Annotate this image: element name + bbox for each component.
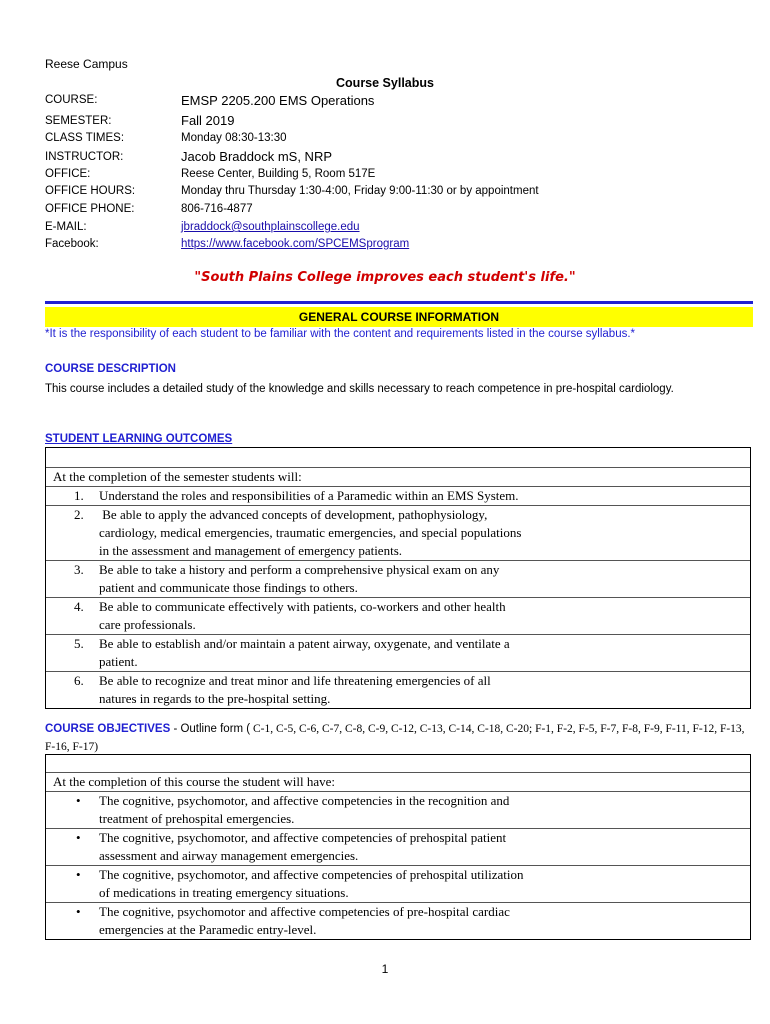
page-title: Course Syllabus	[336, 76, 434, 90]
email-label: E-MAIL:	[45, 221, 87, 233]
bullet-icon: •	[76, 793, 81, 808]
office-hours-label: OFFICE HOURS:	[45, 185, 136, 197]
outcome-item: 3. Be able to take a history and perform a comprehensive physical exam on any patient and communicate those findings to others.	[46, 560, 750, 597]
instructor-value: Jacob Braddock mS, NRP	[181, 149, 333, 164]
outcome-item: 1. Understand the roles and responsibilities of a Paramedic within an EMS System.	[46, 486, 750, 505]
outcome-item: 6. Be able to recognize and treat minor and life threatening emergencies of all natures in regards to the pre-hospital setting.	[46, 671, 750, 708]
campus-name: Reese Campus	[45, 57, 128, 71]
learning-outcomes-table	[45, 447, 751, 709]
outcome-number: 6.	[74, 673, 84, 688]
course-description-text: This course includes a detailed study of the knowledge and skills necessary to reach competence in pre-hospital cardiology.	[45, 383, 674, 395]
outcome-item: 2. Be able to apply the advanced concepts of development, pathophysiology, cardiology, medical emergencies, traumatic emergencies, and special populations in the assessment and management of emergency patients.	[46, 505, 750, 560]
bullet-icon: •	[76, 867, 81, 882]
facebook-label: Facebook:	[45, 238, 99, 250]
outcome-number: 4.	[74, 599, 84, 614]
semester-value: Fall 2019	[181, 113, 235, 128]
college-motto: "South Plains College improves each student's life."	[194, 270, 576, 285]
email-link[interactable]: jbraddock@southplainscollege.edu	[181, 221, 360, 233]
outcome-item: 4. Be able to communicate effectively with patients, co-workers and other health care professionals.	[46, 597, 750, 634]
instructor-label: INSTRUCTOR:	[45, 151, 124, 163]
objectives-intro: At the completion of this course the student will have:	[46, 772, 750, 791]
objective-item: • The cognitive, psychomotor, and affective competencies in the recognition and treatment of prehospital emergencies.	[46, 791, 750, 828]
office-value: Reese Center, Building 5, Room 517E	[181, 168, 376, 180]
facebook-link[interactable]: https://www.facebook.com/SPCEMSprogram	[181, 238, 410, 250]
outcome-number: 5.	[74, 636, 84, 651]
objective-item: • The cognitive, psychomotor, and affective competencies of prehospital utilization of medications in treating emergency situations.	[46, 865, 750, 902]
office-phone-value: 806-716-4877	[181, 203, 253, 215]
section-divider	[45, 301, 753, 304]
semester-label: SEMESTER:	[45, 115, 112, 127]
course-objectives-table	[45, 754, 751, 940]
bullet-icon: •	[76, 904, 81, 919]
responsibility-note: *It is the responsibility of each student to be familiar with the content and requirements listed in the course syllabus.*	[45, 328, 636, 340]
page-number: 1	[381, 962, 389, 976]
outcome-number: 1.	[74, 488, 84, 503]
office-hours-value: Monday thru Thursday 1:30-4:00, Friday 9:00-11:30 or by appointment	[181, 185, 539, 197]
general-info-heading: GENERAL COURSE INFORMATION	[45, 307, 753, 327]
course-description-heading: COURSE DESCRIPTION	[45, 363, 176, 375]
bullet-icon: •	[76, 830, 81, 845]
outcome-item: 5. Be able to establish and/or maintain a patent airway, oxygenate, and ventilate a patient.	[46, 634, 750, 671]
course-value: EMSP 2205.200 EMS Operations	[181, 93, 375, 108]
objective-item: • The cognitive, psychomotor and affective competencies of pre-hospital cardiac emergencies at the Paramedic entry-level.	[46, 902, 750, 939]
class-times-value: Monday 08:30-13:30	[181, 132, 287, 144]
office-phone-label: OFFICE PHONE:	[45, 203, 135, 215]
course-label: COURSE:	[45, 94, 98, 106]
learning-outcomes-heading: STUDENT LEARNING OUTCOMES	[45, 433, 233, 445]
outcome-number: 3.	[74, 562, 84, 577]
outcome-number: 2.	[74, 507, 84, 522]
objective-item: • The cognitive, psychomotor, and affective competencies of prehospital patient assessment and airway management emergencies.	[46, 828, 750, 865]
course-objectives-heading: COURSE OBJECTIVES - Outline form ( C-1, C-5, C-6, C-7, C-8, C-9, C-12, C-13, C-14, C-18, C-20; F-1, F-2, F-5, F-7, F-8, F-9, F-11, F-12, F-13, F-16, F-17)	[45, 723, 745, 753]
class-times-label: CLASS TIMES:	[45, 132, 125, 144]
outcomes-intro: At the completion of the semester students will:	[46, 467, 750, 486]
office-label: OFFICE:	[45, 168, 91, 180]
